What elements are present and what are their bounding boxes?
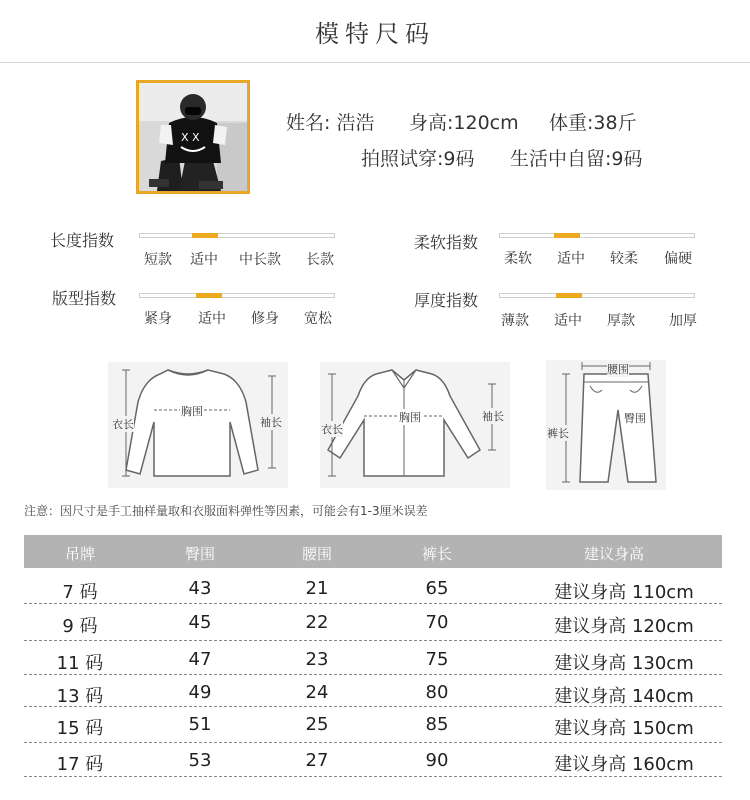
thickness-index-track bbox=[499, 293, 695, 298]
table-cell: 23 bbox=[305, 649, 329, 670]
fit-index-marker bbox=[196, 293, 222, 298]
table-cell: 70 bbox=[425, 612, 449, 633]
table-cell: 建议身高 120cm bbox=[554, 616, 694, 637]
table-cell: 65 bbox=[425, 578, 449, 599]
softness-option: 较柔 bbox=[610, 251, 638, 267]
table-cell: 27 bbox=[305, 750, 329, 771]
table-header-cell: 裤长 bbox=[421, 545, 452, 563]
table-cell: 53 bbox=[188, 750, 212, 771]
table-cell: 45 bbox=[188, 612, 212, 633]
softness-index-label: 柔软指数 bbox=[414, 233, 479, 252]
table-cell: 43 bbox=[188, 578, 212, 599]
fit-index-label: 版型指数 bbox=[52, 289, 117, 308]
length-option: 适中 bbox=[190, 252, 218, 268]
table-cell: 21 bbox=[305, 578, 329, 599]
fit-index-track bbox=[139, 293, 335, 298]
table-cell: 建议身高 130cm bbox=[554, 653, 694, 674]
table-header-cell: 臀围 bbox=[184, 545, 215, 563]
model-weight: 体重:38斤 bbox=[549, 112, 637, 134]
fit-option: 修身 bbox=[251, 311, 279, 327]
table-cell: 51 bbox=[188, 714, 212, 735]
shirt-chest-label: 胸围 bbox=[399, 411, 421, 424]
thickness-index-marker bbox=[556, 293, 582, 298]
length-index-track bbox=[139, 233, 335, 238]
thickness-option: 薄款 bbox=[501, 313, 529, 329]
row-divider bbox=[24, 640, 722, 641]
model-photo-size: 拍照试穿:9码 bbox=[361, 148, 475, 170]
fit-option: 宽松 bbox=[304, 311, 332, 327]
length-option: 长款 bbox=[306, 252, 334, 268]
table-cell: 9 码 bbox=[62, 616, 98, 637]
table-cell: 90 bbox=[425, 750, 449, 771]
measurement-note: 注意：因尺寸是手工抽样量取和衣服面料弹性等因素，可能会有1-3厘米误差 bbox=[24, 504, 428, 518]
table-cell: 7 码 bbox=[62, 582, 98, 603]
table-header-cell: 建议身高 bbox=[583, 545, 644, 563]
table-cell: 15 码 bbox=[56, 718, 104, 739]
model-height: 身高:120cm bbox=[409, 112, 519, 134]
fit-option: 紧身 bbox=[144, 311, 172, 327]
tshirt-chest-label: 胸围 bbox=[181, 405, 203, 418]
softness-index-marker bbox=[554, 233, 580, 238]
table-cell: 13 码 bbox=[56, 686, 104, 707]
softness-option: 柔软 bbox=[504, 251, 532, 267]
model-photo bbox=[136, 80, 250, 194]
softness-option: 偏硬 bbox=[664, 251, 692, 267]
pants-length-label: 裤长 bbox=[547, 427, 569, 440]
table-cell: 22 bbox=[305, 612, 329, 633]
fit-option: 适中 bbox=[198, 311, 226, 327]
table-cell: 49 bbox=[188, 682, 212, 703]
shirt-diagram bbox=[320, 362, 510, 488]
shirt-sleeve-label: 袖长 bbox=[482, 410, 504, 423]
row-divider bbox=[24, 742, 722, 743]
row-divider bbox=[24, 706, 722, 707]
table-cell: 17 码 bbox=[56, 754, 104, 775]
table-cell: 85 bbox=[425, 714, 449, 735]
title-divider bbox=[0, 62, 750, 63]
thickness-option: 加厚 bbox=[669, 313, 697, 329]
softness-index-track bbox=[499, 233, 695, 238]
row-divider bbox=[24, 776, 722, 777]
thickness-option: 厚款 bbox=[607, 313, 635, 329]
page-title: 模特尺码 bbox=[315, 20, 435, 48]
model-name: 姓名: 浩浩 bbox=[286, 112, 375, 134]
row-divider bbox=[24, 674, 722, 675]
table-cell: 75 bbox=[425, 649, 449, 670]
tshirt-length-label: 衣长 bbox=[112, 418, 134, 431]
svg-text:X X: X X bbox=[181, 131, 200, 144]
thickness-index-label: 厚度指数 bbox=[414, 291, 479, 310]
table-cell: 25 bbox=[305, 714, 329, 735]
table-cell: 24 bbox=[305, 682, 329, 703]
table-cell: 建议身高 150cm bbox=[554, 718, 694, 739]
length-index-marker bbox=[192, 233, 218, 238]
length-option: 中长款 bbox=[239, 252, 281, 268]
length-option: 短款 bbox=[144, 252, 172, 268]
softness-option: 适中 bbox=[557, 251, 585, 267]
pants-waist-label: 腰围 bbox=[607, 363, 629, 376]
tshirt-sleeve-label: 袖长 bbox=[260, 416, 282, 429]
table-cell: 47 bbox=[188, 649, 212, 670]
table-cell: 建议身高 110cm bbox=[554, 582, 694, 603]
shirt-length-label: 衣长 bbox=[321, 423, 343, 436]
table-cell: 11 码 bbox=[56, 653, 104, 674]
thickness-option: 适中 bbox=[554, 313, 582, 329]
table-header-cell: 腰围 bbox=[301, 545, 332, 563]
pants-hip-label: 臀围 bbox=[624, 412, 646, 425]
table-cell: 80 bbox=[425, 682, 449, 703]
length-index-label: 长度指数 bbox=[50, 231, 115, 250]
table-header-cell: 吊牌 bbox=[64, 545, 95, 563]
row-divider bbox=[24, 603, 722, 604]
table-cell: 建议身高 160cm bbox=[554, 754, 694, 775]
model-daily-size: 生活中自留:9码 bbox=[510, 148, 643, 170]
table-cell: 建议身高 140cm bbox=[554, 686, 694, 707]
